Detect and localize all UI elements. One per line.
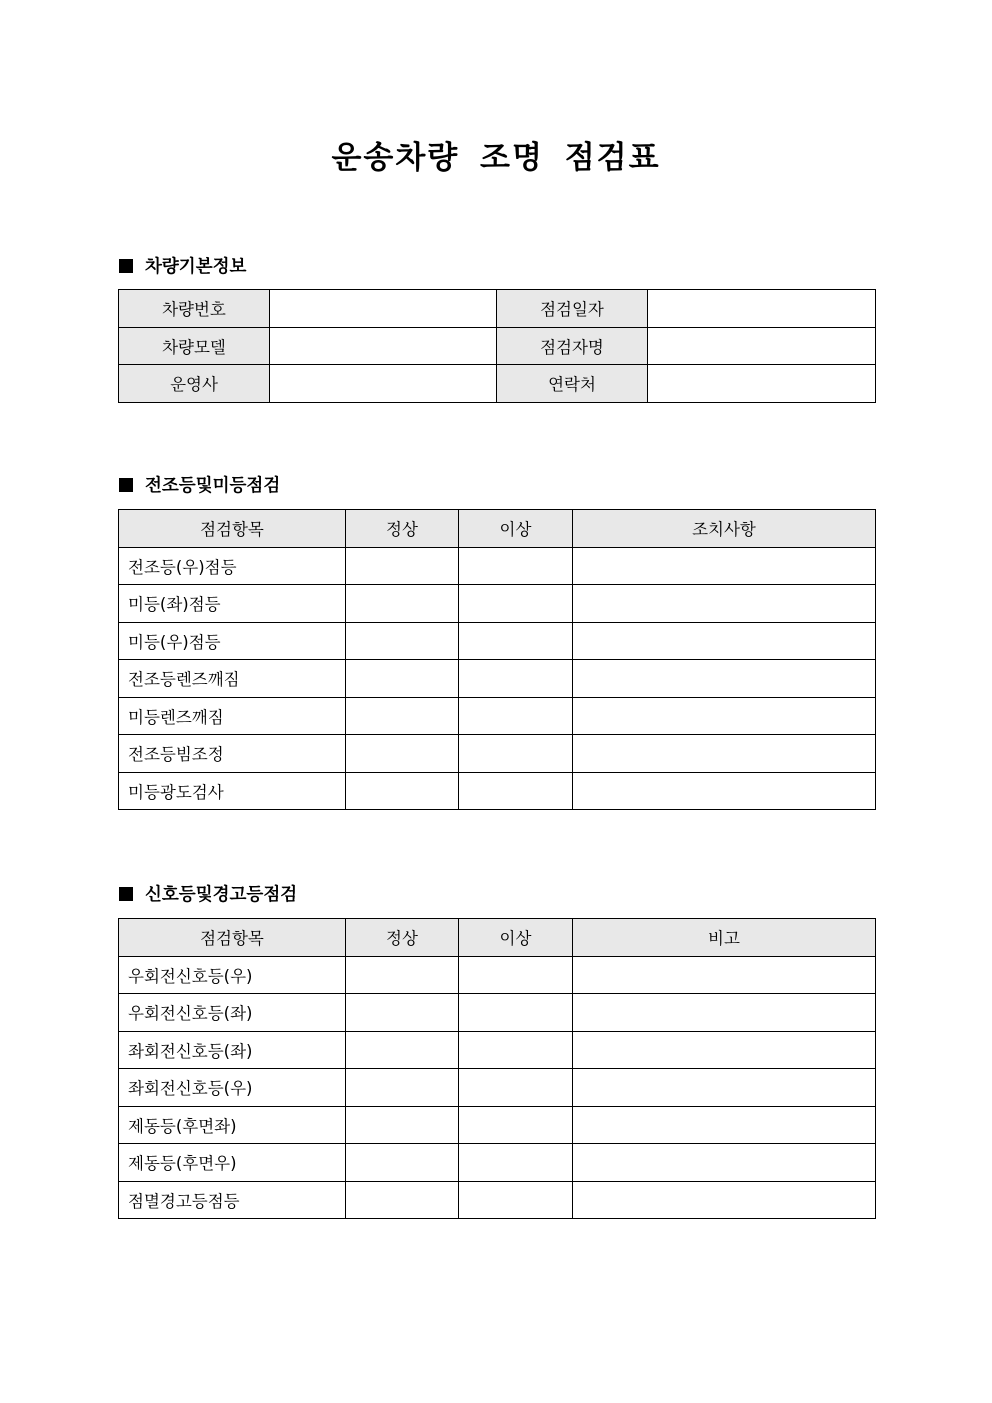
abnormal-cell[interactable] bbox=[459, 1144, 573, 1182]
column-header-normal: 정상 bbox=[346, 919, 459, 957]
normal-cell[interactable] bbox=[346, 994, 459, 1032]
check-item: 제동등(후면우) bbox=[119, 1144, 346, 1182]
abnormal-cell[interactable] bbox=[459, 735, 573, 773]
headlamp-check-table bbox=[118, 509, 876, 810]
normal-cell[interactable] bbox=[346, 956, 459, 994]
check-item: 좌회전신호등(우) bbox=[119, 1069, 346, 1107]
table-row bbox=[119, 1106, 876, 1144]
vehicle-model-field[interactable] bbox=[270, 327, 497, 365]
table-row bbox=[119, 622, 876, 660]
section-heading-vehicle-info bbox=[119, 253, 246, 278]
square-bullet-icon bbox=[119, 478, 133, 492]
abnormal-cell[interactable] bbox=[459, 1069, 573, 1107]
square-bullet-icon bbox=[119, 259, 133, 273]
contact-field[interactable] bbox=[648, 365, 876, 403]
abnormal-cell[interactable] bbox=[459, 1181, 573, 1219]
column-header-item: 점검항목 bbox=[119, 510, 346, 548]
operator-label: 운영사 bbox=[119, 365, 270, 403]
abnormal-cell[interactable] bbox=[459, 697, 573, 735]
check-item: 우회전신호등(우) bbox=[119, 956, 346, 994]
abnormal-cell[interactable] bbox=[459, 547, 573, 585]
table-row bbox=[119, 547, 876, 585]
abnormal-cell[interactable] bbox=[459, 956, 573, 994]
section-heading-label: 신호등및경고등점검 bbox=[145, 885, 298, 905]
section-heading-headlamp bbox=[119, 472, 280, 497]
action-cell[interactable] bbox=[573, 660, 876, 698]
table-row bbox=[119, 994, 876, 1032]
action-cell[interactable] bbox=[573, 735, 876, 773]
table-header-row bbox=[119, 510, 876, 548]
table-row bbox=[119, 735, 876, 773]
remarks-cell[interactable] bbox=[573, 1031, 876, 1069]
check-item: 제동등(후면좌) bbox=[119, 1106, 346, 1144]
check-item: 미등렌즈깨짐 bbox=[119, 697, 346, 735]
inspection-date-field[interactable] bbox=[648, 290, 876, 328]
normal-cell[interactable] bbox=[346, 1144, 459, 1182]
abnormal-cell[interactable] bbox=[459, 994, 573, 1032]
abnormal-cell[interactable] bbox=[459, 585, 573, 623]
square-bullet-icon bbox=[119, 887, 133, 901]
table-row bbox=[119, 772, 876, 810]
abnormal-cell[interactable] bbox=[459, 1031, 573, 1069]
check-item: 미등(우)점등 bbox=[119, 622, 346, 660]
inspector-name-field[interactable] bbox=[648, 327, 876, 365]
column-header-item: 점검항목 bbox=[119, 919, 346, 957]
table-row bbox=[119, 1144, 876, 1182]
table-row bbox=[119, 1031, 876, 1069]
signal-check-table bbox=[118, 918, 876, 1219]
check-item: 좌회전신호등(좌) bbox=[119, 1031, 346, 1069]
check-item: 우회전신호등(좌) bbox=[119, 994, 346, 1032]
table-row bbox=[119, 585, 876, 623]
normal-cell[interactable] bbox=[346, 772, 459, 810]
column-header-abnormal: 이상 bbox=[459, 919, 573, 957]
remarks-cell[interactable] bbox=[573, 1181, 876, 1219]
check-item: 미등광도검사 bbox=[119, 772, 346, 810]
normal-cell[interactable] bbox=[346, 547, 459, 585]
check-item: 전조등렌즈깨짐 bbox=[119, 660, 346, 698]
table-row bbox=[119, 697, 876, 735]
inspection-date-label: 점검일자 bbox=[497, 290, 648, 328]
table-row bbox=[119, 1181, 876, 1219]
document-title: 운송차량 조명 점검표 bbox=[331, 140, 661, 176]
action-cell[interactable] bbox=[573, 697, 876, 735]
inspector-name-label: 점검자명 bbox=[497, 327, 648, 365]
vehicle-model-label: 차량모델 bbox=[119, 327, 270, 365]
column-header-abnormal: 이상 bbox=[459, 510, 573, 548]
check-item: 미등(좌)점등 bbox=[119, 585, 346, 623]
normal-cell[interactable] bbox=[346, 1069, 459, 1107]
abnormal-cell[interactable] bbox=[459, 1106, 573, 1144]
abnormal-cell[interactable] bbox=[459, 660, 573, 698]
remarks-cell[interactable] bbox=[573, 956, 876, 994]
contact-label: 연락처 bbox=[497, 365, 648, 403]
column-header-remarks: 비고 bbox=[573, 919, 876, 957]
column-header-action: 조치사항 bbox=[573, 510, 876, 548]
normal-cell[interactable] bbox=[346, 1106, 459, 1144]
vehicle-info-table bbox=[118, 289, 876, 403]
abnormal-cell[interactable] bbox=[459, 772, 573, 810]
check-item: 전조등빔조정 bbox=[119, 735, 346, 773]
vehicle-number-field[interactable] bbox=[270, 290, 497, 328]
normal-cell[interactable] bbox=[346, 622, 459, 660]
normal-cell[interactable] bbox=[346, 660, 459, 698]
normal-cell[interactable] bbox=[346, 585, 459, 623]
column-header-normal: 정상 bbox=[346, 510, 459, 548]
action-cell[interactable] bbox=[573, 622, 876, 660]
table-row bbox=[119, 290, 876, 328]
action-cell[interactable] bbox=[573, 585, 876, 623]
action-cell[interactable] bbox=[573, 547, 876, 585]
table-row bbox=[119, 327, 876, 365]
table-header-row bbox=[119, 919, 876, 957]
check-item: 전조등(우)점등 bbox=[119, 547, 346, 585]
remarks-cell[interactable] bbox=[573, 994, 876, 1032]
remarks-cell[interactable] bbox=[573, 1069, 876, 1107]
check-item: 점멸경고등점등 bbox=[119, 1181, 346, 1219]
abnormal-cell[interactable] bbox=[459, 622, 573, 660]
remarks-cell[interactable] bbox=[573, 1144, 876, 1182]
action-cell[interactable] bbox=[573, 772, 876, 810]
section-heading-label: 전조등및미등점검 bbox=[145, 476, 281, 496]
section-heading-label: 차량기본정보 bbox=[145, 257, 247, 277]
table-row bbox=[119, 660, 876, 698]
table-row bbox=[119, 365, 876, 403]
normal-cell[interactable] bbox=[346, 1031, 459, 1069]
normal-cell[interactable] bbox=[346, 735, 459, 773]
vehicle-number-label: 차량번호 bbox=[119, 290, 270, 328]
table-row bbox=[119, 956, 876, 994]
normal-cell[interactable] bbox=[346, 697, 459, 735]
section-heading-signal bbox=[119, 881, 297, 906]
normal-cell[interactable] bbox=[346, 1181, 459, 1219]
remarks-cell[interactable] bbox=[573, 1106, 876, 1144]
table-row bbox=[119, 1069, 876, 1107]
operator-field[interactable] bbox=[270, 365, 497, 403]
